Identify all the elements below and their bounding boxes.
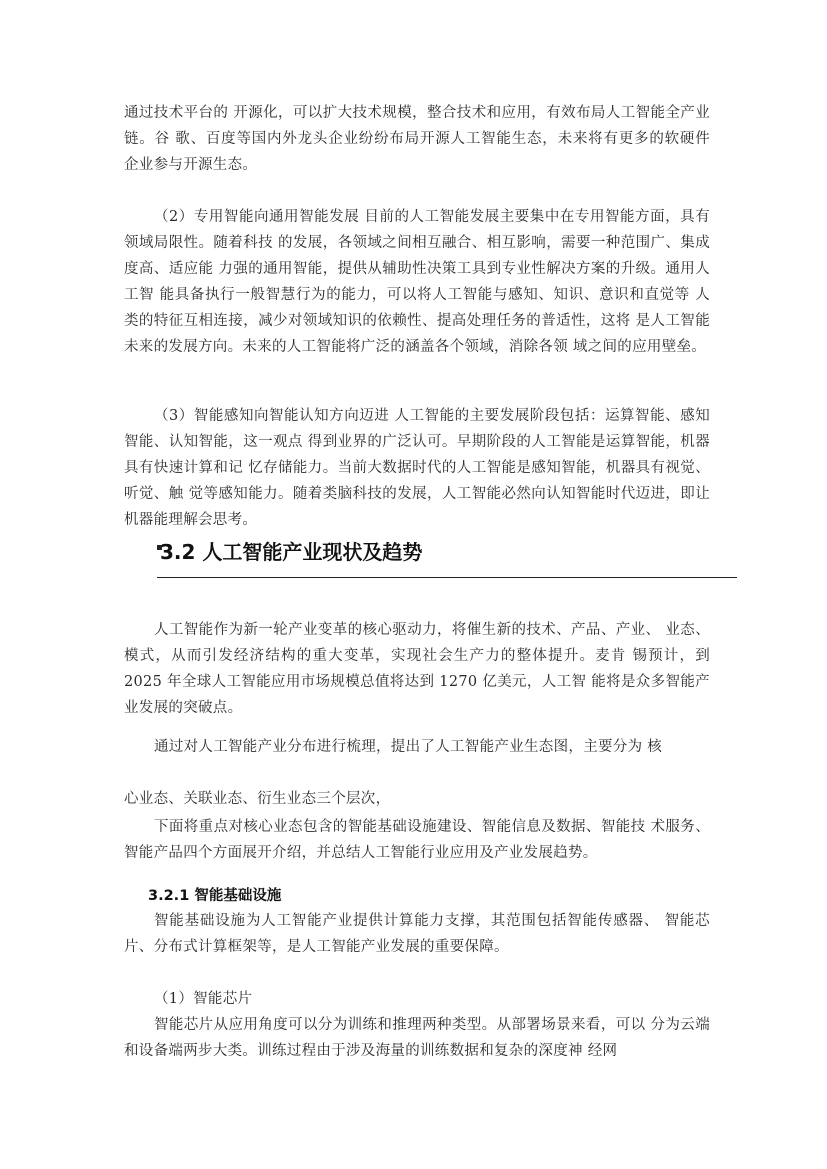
paragraph-general-intelligence: （2）专用智能向通用智能发展 目前的人工智能发展主要集中在专用智能方面，具有领域局限性。随着科技 的发展，各领域之间相互融合、相互影响，需要一种范围广、集成度高、适应能 力强的通用智能，提供从辅助性决策工具到专业性解决方案的升级。通用人工智 能具备执行一般智慧行为的能力，可以将人工智能与感知、知识、意识和直觉等 人类的特征互相连接，减少对领域知识的依赖性、提高处理任务的普适性，这将 是人工智能未来的发展方向。未来的人工智能将广泛的涵盖各个领域，消除各领 域之间的应用壁垒。 xyxy=(124,209,710,355)
subsection-heading: 3.2.1 智能基础设施 xyxy=(148,888,282,904)
heading-divider xyxy=(157,577,737,578)
paragraph-chip-title: （1）智能芯片 xyxy=(154,991,253,1007)
paragraph-ecosystem-map: 通过对人工智能产业分布进行梳理，提出了人工智能产业生态图，主要分为 核 xyxy=(154,739,663,755)
paragraph-infrastructure: 智能基础设施为人工智能产业提供计算能力支撑，其范围包括智能传感器、 智能芯片、分布式计算框架等，是人工智能产业发展的重要保障。 xyxy=(124,913,710,955)
paragraph-cognitive-intelligence: （3）智能感知向智能认知方向迈进 人工智能的主要发展阶段包括：运算智能、感知智能、认知智能，这一观点 得到业界的广泛认可。早期阶段的人工智能是运算智能，机器具有快速计算和记 忆存储能力。当前大数据时代的人工智能是感知智能，机器具有视觉、听觉、触 觉等感知能力。随着类脑科技的发展，人工智能必然向认知智能时代迈进，即让 机器能理解会思考。 xyxy=(124,408,710,528)
paragraph-core-business: 下面将重点对核心业态包含的智能基础设施建设、智能信息及数据、智能技 术服务、智能产品四个方面展开介绍，并总结人工智能行业应用及产业发展趋势。 xyxy=(124,819,710,861)
paragraph-open-source: 通过技术平台的 开源化，可以扩大技术规模，整合技术和应用，有效布局人工智能全产业链。谷 歌、百度等国内外龙头企业纷纷布局开源人工智能生态，未来将有更多的软硬件 企业参与开源生态。 xyxy=(124,105,710,173)
paragraph-chip-types: 智能芯片从应用角度可以分为训练和推理两种类型。从部署场景来看，可以 分为云端和设备端两步大类。训练过程由于涉及海量的训练数据和复杂的深度神 经网 xyxy=(124,1017,710,1059)
paragraph-industry-transformation: 人工智能作为新一轮产业变革的核心驱动力，将催生新的技术、产品、产业、 业态、模式，从而引发经济结构的重大变革，实现社会生产力的整体提升。麦肯 锡预计，到 2025 年全球人工智能应用市场规模总值将达到 1270 亿美元，人工智 能将是众多智能产业发展的突破点。 xyxy=(124,622,710,716)
section-heading: 3.2 人工智能产业现状及趋势 xyxy=(160,540,423,564)
paragraph-ecosystem-levels: 心业态、关联业态、衍生业态三个层次， xyxy=(124,791,391,807)
